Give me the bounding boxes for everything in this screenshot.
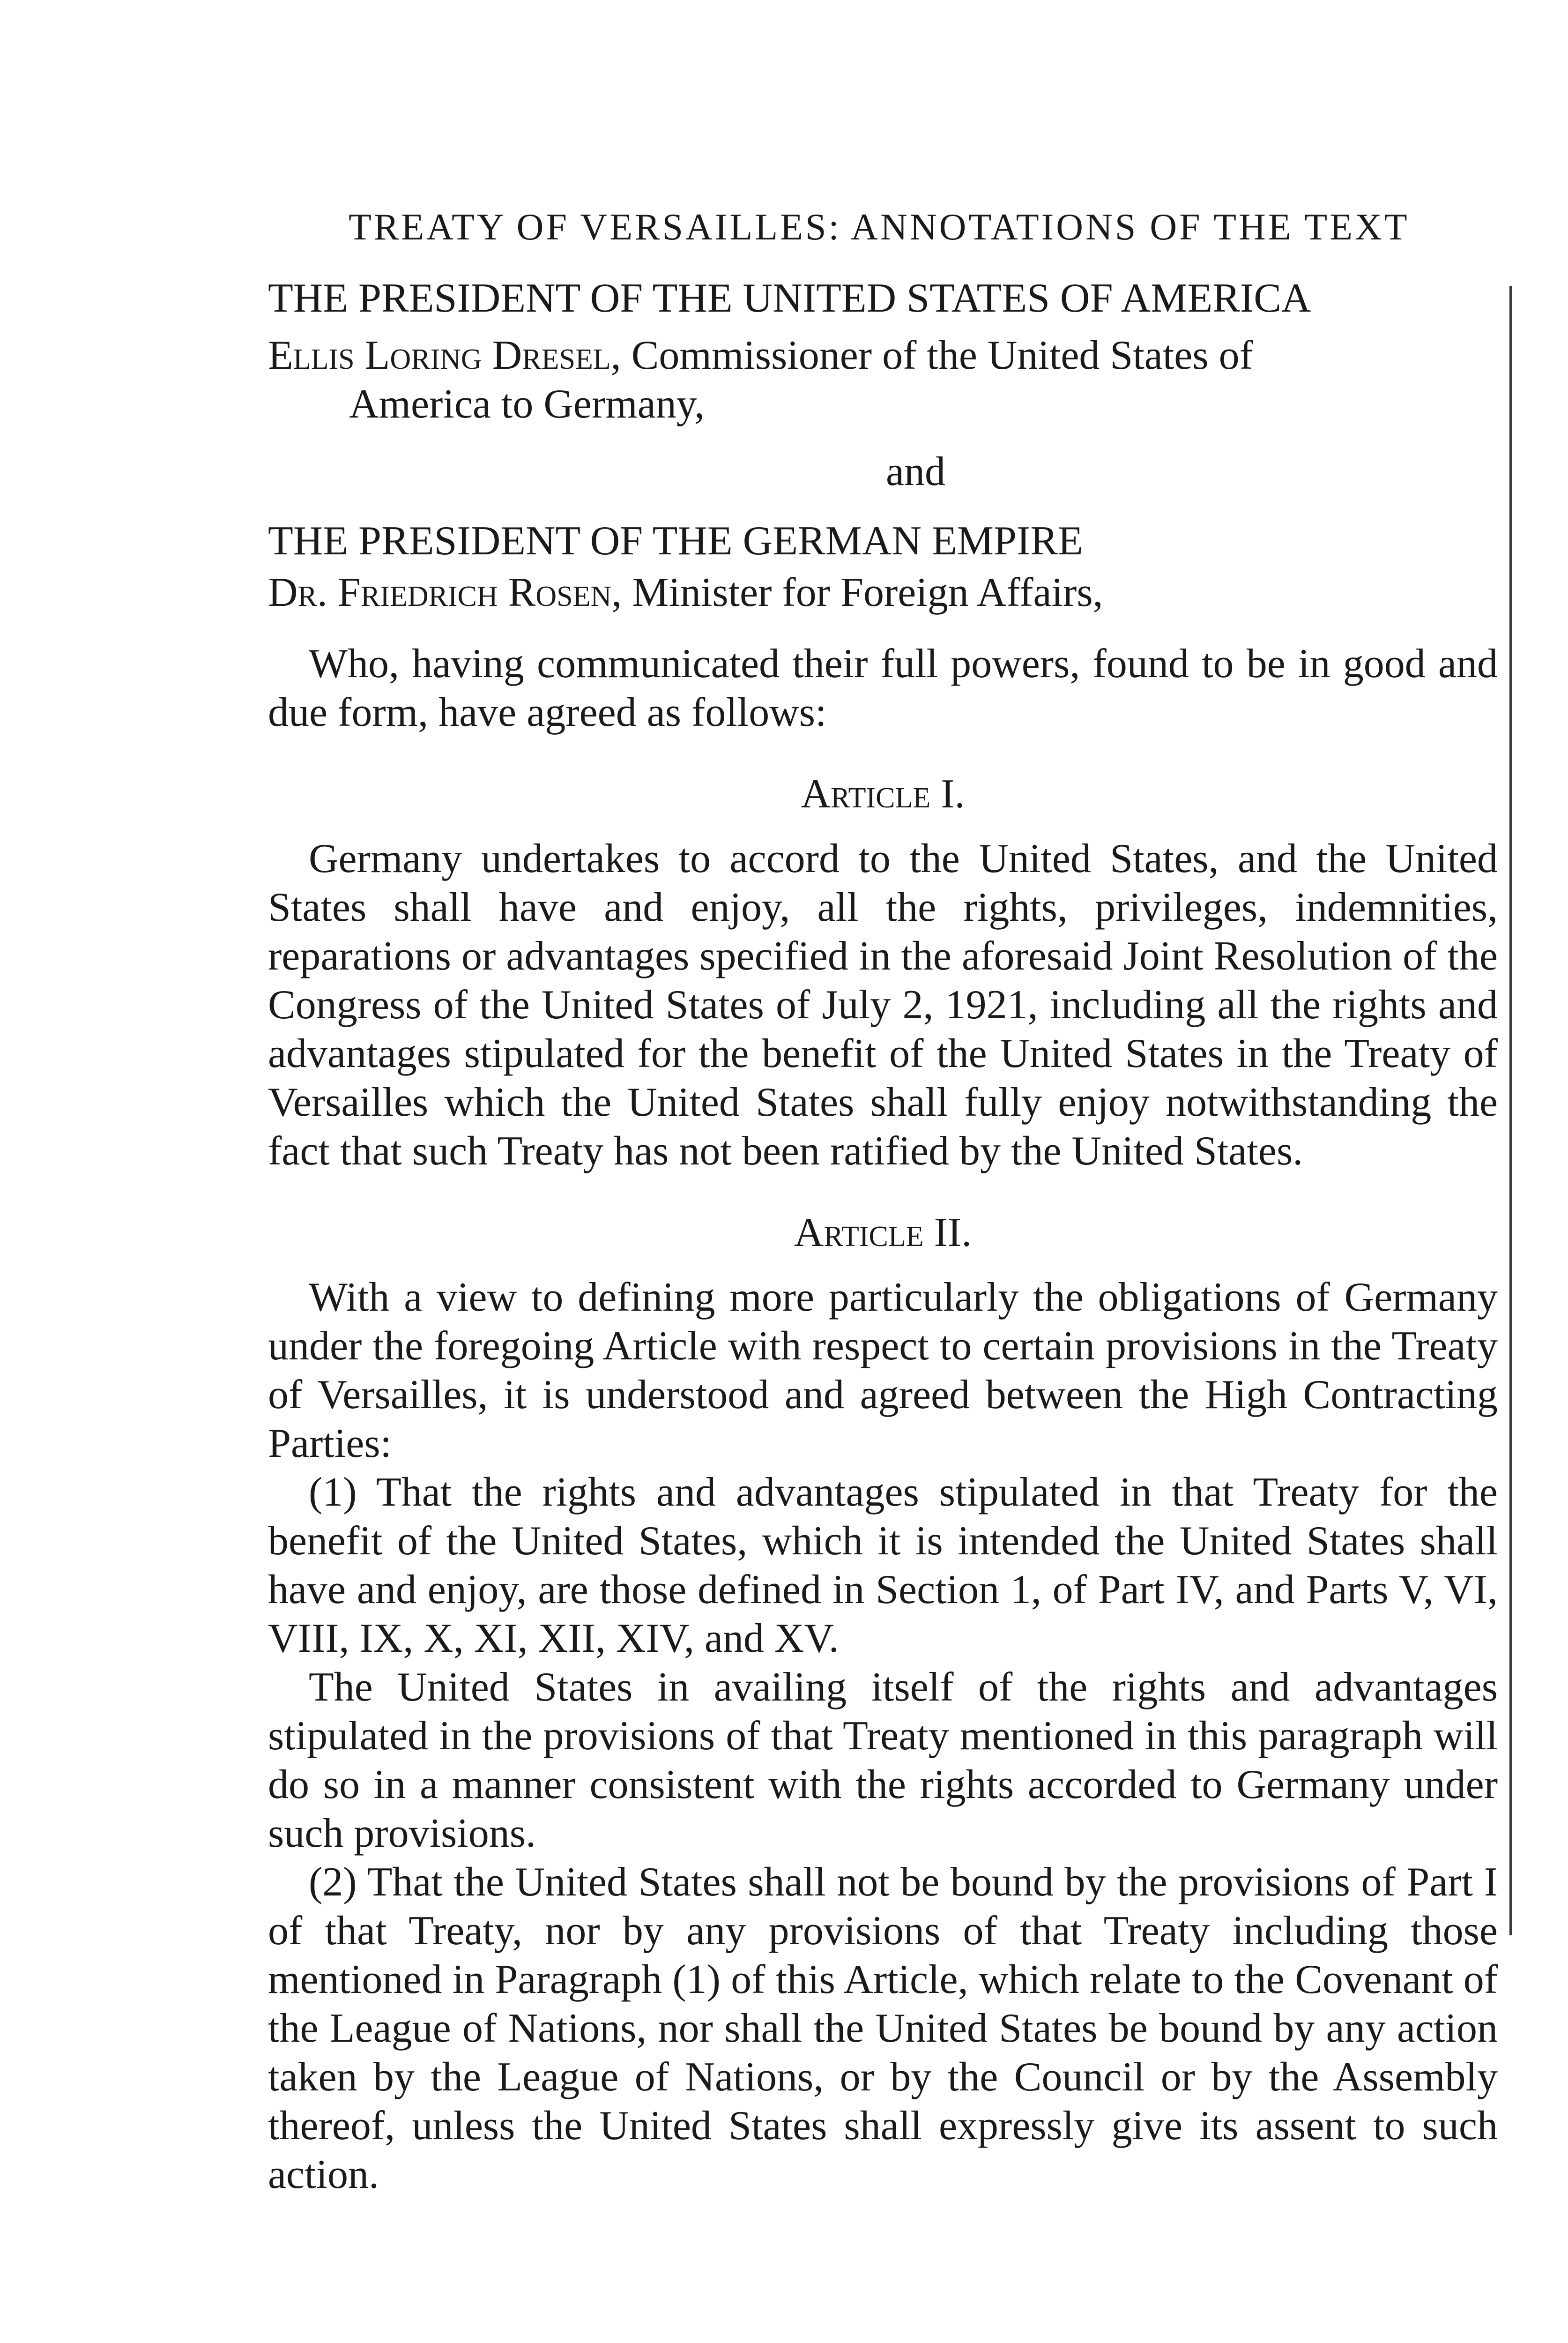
envoy-2-title: , Minister for Foreign Affairs, (611, 570, 1103, 615)
party-1-heading: THE PRESIDENT OF THE UNITED STATES OF AMERICA (268, 276, 1311, 321)
article-1-text: Germany undertakes to accord to the United States, and the United States shall have and enjoy, all the rights, privileges, indemnities, reparations or advantages specified in the aforesaid Joint Resolution of the Congress of the United States of July 2, 1921, including all the rights and advantages stipulated for the benefit of the United States in the Treaty of Versailles which the United States shall fully enjoy notwithstanding the fact that such Treaty has not been ratified by the United States. (268, 836, 1498, 1174)
envoy-1-name: Ellis Loring Dresel (268, 333, 611, 378)
treaty-text (268, 274, 1498, 2199)
article-2-clause-2: (2) That the United States shall not be bound by the provisions of Part I of that Treaty, nor by any provisions of that Treaty including those mentioned in Paragraph (1) of this Article, which relate to the Covenant of the League of Nations, nor shall the United States be bound by any action taken by the League of Nations, or by the Council or by the Assembly thereof, unless the United States shall expressly give its assent to such action. (268, 1859, 1498, 2197)
envoy-1-title-cont: America to Germany, (349, 381, 705, 427)
envoy-2-name: Dr. Friedrich Rosen (268, 570, 612, 615)
article-2-clause-1-cont: The United States in availing itself of the rights and advantages stipulated in the provisions of that Treaty mentioned in this paragraph will do so in a manner consistent with the rights accorded to Germany under such provisions. (268, 1664, 1498, 1856)
article-2-clause-1: (1) That the rights and advantages stipulated in that Treaty for the benefit of the United States, which it is intended the United States shall have and enjoy, are those defined in Section 1, of Part IV, and Parts V, VI, VIII, IX, X, XI, XII, XIV, and XV. (268, 1470, 1498, 1661)
party-1-envoy (268, 331, 1498, 380)
article-2-heading: Article II. (794, 1210, 972, 1255)
and-conjunction: and (885, 449, 946, 494)
article-2-intro: With a view to defining more particularly the obligations of Germany under the foregoing Article with respect to certain provisions in the Treaty of Versailles, it is understood and agreed between the High Contracting Parties: (268, 1275, 1498, 1466)
article-1-heading: Article I. (801, 771, 965, 817)
party-2-heading: THE PRESIDENT OF THE GERMAN EMPIRE (268, 518, 1083, 564)
envoy-1-title: , Commissioner of the United States of (610, 333, 1253, 378)
margin-rule (1509, 286, 1512, 1935)
preamble: Who, having communicated their full powers, found to be in good and due form, have agreed as follows: (268, 641, 1498, 735)
party-2-envoy (268, 568, 1498, 617)
running-head: TREATY OF VERSAILLES: ANNOTATIONS OF THE TEXT (349, 207, 1410, 248)
